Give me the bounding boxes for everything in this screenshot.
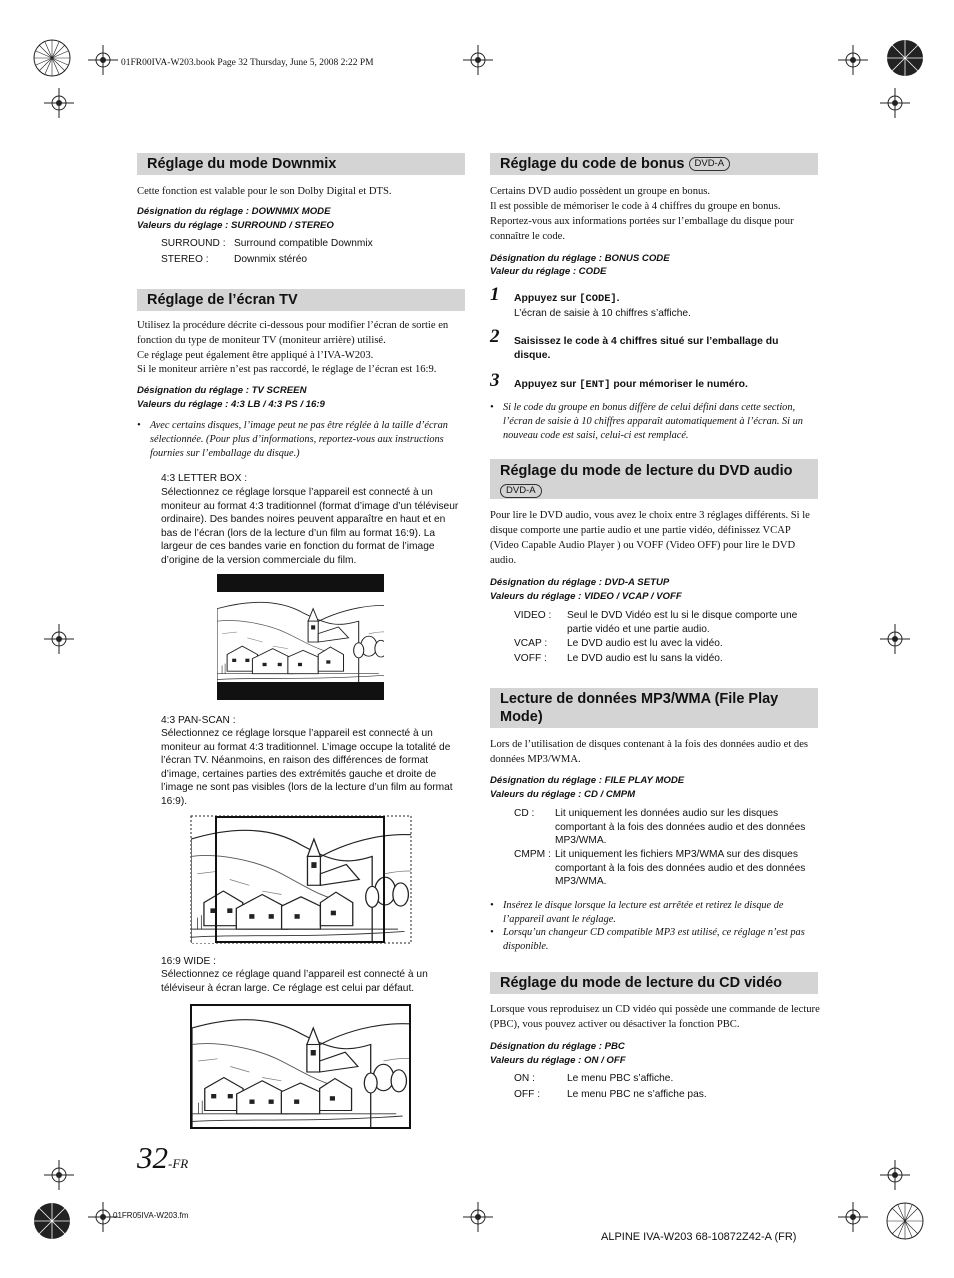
- dvd-audio-setting-name: Désignation du réglage : DVD-A SETUP: [490, 577, 670, 588]
- tv-setting-name: Désignation du réglage : TV SCREEN: [137, 385, 307, 396]
- step-2: Saisissez le code à 4 chiffres situé sur l’emballage du disque.: [514, 336, 779, 361]
- downmix-heading: Réglage du mode Downmix: [137, 153, 465, 175]
- dvd-audio-heading-text: Réglage du mode de lecture du DVD audio: [500, 463, 793, 479]
- bonus-setting-values: Valeur du réglage : CODE: [490, 266, 607, 277]
- print-footer-file: 01FR05IVA-W203.fm: [113, 1211, 189, 1220]
- bonus-note: Si le code du groupe en bonus diffère de celui défini dans cette section, l’écran de saisie à 10 chiffres apparaît automatiquement à l’écran. Si un nouveau code est saisi, celui-ci est remplacé.: [503, 402, 803, 441]
- wide-text: Sélectionnez ce réglage quand l’appareil est connecté à un téléviseur à écran large. Ce réglage est celui par défaut.: [161, 969, 428, 994]
- dvd-a-badge: DVD-A: [689, 157, 731, 171]
- crosshair-icon: [88, 45, 118, 75]
- downmix-setting-values: Valeurs du réglage : SURROUND / STEREO: [137, 220, 334, 231]
- dvd-audio-option-key: VCAP :: [514, 638, 548, 649]
- video-cd-option-key: OFF :: [514, 1089, 541, 1100]
- mp3-wma-note: Insérez le disque lorsque la lecture est arrêtée et retirez le disque de l’appareil avant le réglage.: [503, 900, 784, 925]
- bullet: •: [137, 420, 141, 431]
- downmix-option-key: SURROUND :: [161, 238, 226, 249]
- dvd-audio-option-value: Seul le DVD Vidéo est lu si le disque comporte une partie vidéo et une partie audio.: [567, 610, 798, 635]
- registration-mark-icon: [27, 33, 77, 83]
- dvd-audio-setting-values: Valeurs du réglage : VIDEO / VCAP / VOFF: [490, 591, 682, 602]
- code-key: [CODE]: [579, 293, 617, 305]
- tv-wide-illustration: [190, 1004, 411, 1129]
- step-text: .: [616, 293, 620, 304]
- mp3-wma-heading: Lecture de données MP3/WMA (File Play Mode): [490, 688, 818, 728]
- dvd-audio-heading: [490, 459, 818, 499]
- registration-mark-icon: [880, 33, 930, 83]
- bonus-paragraph: Certains DVD audio possèdent un groupe en bonus.: [490, 186, 711, 197]
- bullet: •: [490, 900, 494, 911]
- crosshair-icon: [880, 88, 910, 118]
- step-1-sub: L’écran de saisie à 10 chiffres s’affiche.: [514, 308, 691, 319]
- video-cd-option-value: Le menu PBC s’affiche.: [567, 1073, 674, 1084]
- dvd-audio-option-key: VIDEO :: [514, 610, 552, 621]
- video-cd-option-key: ON :: [514, 1073, 535, 1084]
- video-cd-setting-values: Valeurs du réglage : ON / OFF: [490, 1055, 626, 1066]
- mp3-wma-option-key: CMPM :: [514, 849, 551, 860]
- crosshair-icon: [44, 1160, 74, 1190]
- print-header: 01FR00IVA-W203.book Page 32 Thursday, June 5, 2008 2:22 PM: [121, 58, 374, 68]
- bullet: •: [490, 402, 494, 413]
- step-3: [514, 378, 819, 392]
- dvd-audio-option-value: Le DVD audio est lu sans la vidéo.: [567, 653, 723, 664]
- panscan-text: Sélectionnez ce réglage lorsque l’appareil est connecté à un moniteur au format 4:3 traditionnel. L’image occupe la totalité de l’écran TV. Néanmoins, en raison des différences de format d’image, certaines parties des extrémités gauche et droite de l’image ne sont pas visibles (lors de la lecture d’un film au format 16:9).: [161, 728, 453, 807]
- mp3-wma-note: Lorsqu’un changeur CD compatible MP3 est utilisé, ce réglage n’est pas disponible.: [503, 927, 805, 952]
- crosshair-icon: [44, 624, 74, 654]
- dvd-audio-option-value: Le DVD audio est lu avec la vidéo.: [567, 638, 723, 649]
- step-number: 3: [490, 370, 500, 391]
- dvd-audio-paragraph: Pour lire le DVD audio, vous avez le choix entre 3 réglages différents. Si le disque comporte une partie audio et une partie vidéo, définissez VCAP (Video Capable Audio Player ) ou VOFF (Video OFF) pour lire le DVD audio.: [490, 510, 810, 566]
- tv-letterbox-illustration: [217, 574, 384, 700]
- downmix-option-value: Surround compatible Downmix: [234, 238, 373, 249]
- tv-paragraph: Si le moniteur arrière n’est pas raccordé, le réglage de l’écran est 16:9.: [137, 364, 437, 375]
- letterbox-text: Sélectionnez ce réglage lorsque l’appareil est connecté à un moniteur au format 4:3 traditionnel (format d’image d’un téléviseur ordinaire). Des bandes noires peuvent apparaître en haut et en bas de l’écran (lors de la lecture d’un film au format 16:9). La largeur de ces bandes varie en fonction du format de l’image d’origine de la version commerciale du film.: [161, 487, 459, 566]
- step-1: [514, 292, 819, 306]
- dvd-a-badge: DVD-A: [500, 484, 542, 498]
- footer-model: ALPINE IVA-W203 68-10872Z42-A (FR): [601, 1231, 797, 1243]
- downmix-option-value: Downmix stéréo: [234, 254, 308, 265]
- step-number: 2: [490, 326, 500, 347]
- mp3-wma-setting-values: Valeurs du réglage : CD / CMPM: [490, 789, 636, 800]
- crosshair-icon: [44, 88, 74, 118]
- video-cd-setting-name: Désignation du réglage : PBC: [490, 1041, 625, 1052]
- tv-setting-values: Valeurs du réglage : 4:3 LB / 4:3 PS / 16:9: [137, 399, 325, 410]
- tv-screen-heading: Réglage de l’écran TV: [137, 289, 465, 311]
- downmix-setting-name: Désignation du réglage : DOWNMIX MODE: [137, 206, 331, 217]
- step-text: Appuyez sur: [514, 293, 580, 304]
- step-text: pour mémoriser le numéro.: [610, 379, 748, 390]
- tv-panscan-illustration: [190, 815, 412, 944]
- bonus-heading: [490, 153, 818, 175]
- video-cd-option-value: Le menu PBC ne s’affiche pas.: [567, 1089, 707, 1100]
- tv-note: Avec certains disques, l’image peut ne pas être réglée à la taille d’écran sélectionnée. (Pour plus d’informations, reportez-vous aux instructions fournies sur l’emballage du disque.): [150, 420, 448, 459]
- crosshair-icon: [880, 624, 910, 654]
- crosshair-icon: [838, 1202, 868, 1232]
- bonus-heading-text: Réglage du code de bonus: [500, 156, 685, 172]
- downmix-intro: Cette fonction est valable pour le son Dolby Digital et DTS.: [137, 186, 392, 197]
- page-number: 32: [137, 1140, 168, 1175]
- mp3-wma-option-key: CD :: [514, 808, 535, 819]
- dvd-audio-option-key: VOFF :: [514, 653, 547, 664]
- video-cd-heading: Réglage du mode de lecture du CD vidéo: [490, 972, 818, 994]
- crosshair-icon: [880, 1160, 910, 1190]
- bonus-setting-name: Désignation du réglage : BONUS CODE: [490, 253, 670, 264]
- panscan-title: 4:3 PAN-SCAN :: [161, 715, 236, 726]
- crosshair-icon: [463, 45, 493, 75]
- tv-paragraph: Utilisez la procédure décrite ci-dessous pour modifier l’écran de sortie en fonction du type de moniteur TV (moniteur arrière) utilisé.: [137, 320, 449, 346]
- mp3-wma-paragraph: Lors de l’utilisation de disques contenant à la fois des données audio et des données MP3/WMA.: [490, 739, 809, 765]
- ent-key: [ENT]: [579, 379, 611, 391]
- registration-mark-icon: [880, 1196, 930, 1246]
- bonus-paragraph: Il est possible de mémoriser le code à 4 chiffres du groupe en bonus. Reportez-vous aux informations portées sur l’emballage du disque pour connaître le code.: [490, 201, 794, 242]
- tv-paragraph: Ce réglage peut également être appliqué à l’IVA-W203.: [137, 350, 374, 361]
- downmix-option-key: STEREO :: [161, 254, 209, 265]
- registration-mark-icon: [27, 1196, 77, 1246]
- mp3-wma-setting-name: Désignation du réglage : FILE PLAY MODE: [490, 775, 685, 786]
- step-text: Appuyez sur: [514, 379, 580, 390]
- crosshair-icon: [463, 1202, 493, 1232]
- mp3-wma-option-value: Lit uniquement les données audio sur les disques comportant à la fois des données audio et des données MP3/WMA.: [555, 808, 806, 846]
- page-language: -FR: [168, 1156, 189, 1171]
- step-number: 1: [490, 284, 500, 305]
- video-cd-paragraph: Lorsque vous reproduisez un CD vidéo qui possède une commande de lecture (PBC), vous pouvez activer ou désactiver la fonction PBC.: [490, 1004, 820, 1030]
- mp3-wma-option-value: Lit uniquement les fichiers MP3/WMA sur des disques comportant à la fois des données audio et des données MP3/WMA.: [555, 849, 806, 887]
- crosshair-icon: [838, 45, 868, 75]
- bullet: •: [490, 927, 494, 938]
- letterbox-title: 4:3 LETTER BOX :: [161, 473, 248, 484]
- wide-title: 16:9 WIDE :: [161, 956, 216, 967]
